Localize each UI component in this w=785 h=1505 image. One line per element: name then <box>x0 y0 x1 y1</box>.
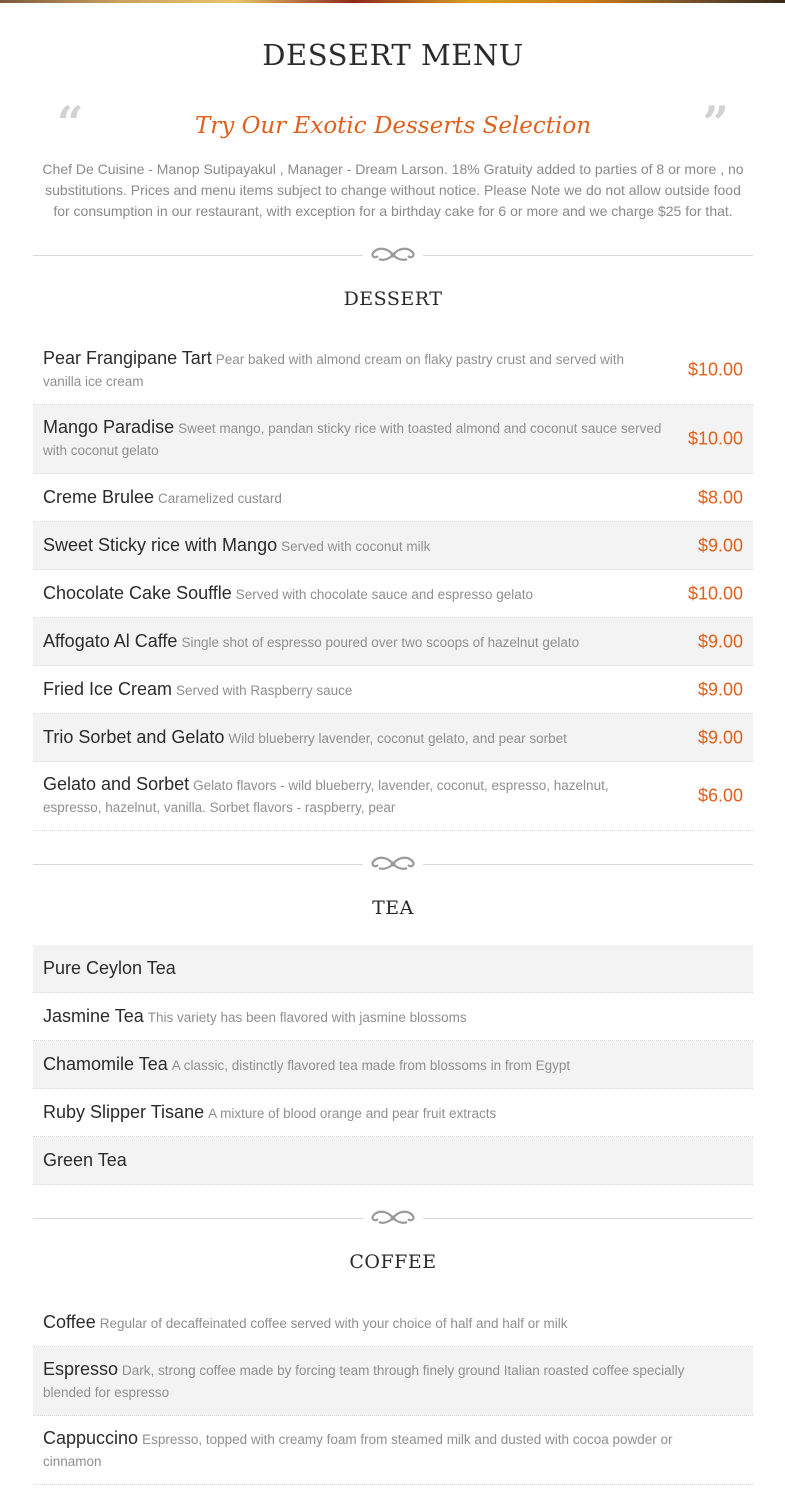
item-description: This variety has been flavored with jasmine blossoms <box>147 1009 467 1025</box>
ornament-icon <box>363 1208 423 1228</box>
item-description: Regular of decaffeinated coffee served with your choice of half and half or milk <box>99 1315 568 1331</box>
menu-intro-text: Chef De Cuisine - Manop Sutipayakul , Manager - Dream Larson. 18% Gratuity added to parties of 8 or more , no substitutions. Prices and menu items subject to change without notice. Please Note we do not allow outside food for consumption in our restaurant, with exception for a birthday cake for 6 or more and we charge $25 for that. <box>42 161 744 219</box>
list-item[interactable] <box>33 945 753 993</box>
ornament-icon <box>363 854 423 874</box>
list-item[interactable] <box>33 714 753 762</box>
item-name: Creme Brulee <box>43 486 155 507</box>
item-description: Dark, strong coffee made by forcing team through finely ground Italian roasted coffee specially blended for espresso <box>43 1363 685 1400</box>
list-item[interactable] <box>33 1299 753 1347</box>
item-name: Fried Ice Cream <box>43 678 173 699</box>
list-item[interactable] <box>33 522 753 570</box>
item-description: Single shot of espresso poured over two scoops of hazelnut gelato <box>181 634 580 650</box>
list-item[interactable] <box>33 1416 753 1485</box>
dessert-list <box>33 336 753 831</box>
item-price: $6.00 <box>697 785 743 806</box>
item-name: Mango Paradise <box>43 417 175 437</box>
section-title-coffee: COFFEE <box>349 1251 437 1273</box>
list-item[interactable] <box>33 336 753 405</box>
list-item[interactable] <box>33 405 753 474</box>
item-name: Pear Frangipane Tart <box>43 348 212 368</box>
ornament-icon <box>363 245 423 265</box>
item-description: Caramelized custard <box>158 490 282 506</box>
item-name: Chamomile Tea <box>43 1053 168 1074</box>
item-name: Jasmine Tea <box>43 1005 144 1026</box>
section-divider <box>33 245 753 265</box>
coffee-list <box>33 1299 753 1485</box>
list-item[interactable] <box>33 1041 753 1089</box>
page-title: DESSERT MENU <box>262 38 524 72</box>
list-item[interactable] <box>33 666 753 714</box>
item-name: Coffee <box>43 1311 96 1332</box>
tea-list <box>33 945 753 1185</box>
item-description: Pear baked with almond cream on flaky pastry crust and served with vanilla ice cream <box>43 352 624 389</box>
item-name: Trio Sorbet and Gelato <box>43 726 225 747</box>
list-item[interactable] <box>33 993 753 1041</box>
item-description: Wild blueberry lavender, coconut gelato, and pear sorbet <box>228 730 567 746</box>
list-item[interactable] <box>33 474 753 522</box>
item-price: $10.00 <box>687 428 743 449</box>
header-banner-strip <box>0 0 785 3</box>
section-divider <box>33 854 753 874</box>
item-description: Sweet mango, pandan sticky rice with toasted almond and coconut sauce served with coconut gelato <box>43 421 662 458</box>
item-price: $9.00 <box>697 727 743 747</box>
item-price: $9.00 <box>697 679 743 699</box>
item-name: Pure Ceylon Tea <box>43 957 176 978</box>
close-quote-icon: ” <box>702 96 729 150</box>
item-price: $10.00 <box>687 583 743 603</box>
item-description: Served with chocolate sauce and espresso gelato <box>235 586 533 602</box>
item-name: Gelato and Sorbet <box>43 774 190 794</box>
section-title-dessert: DESSERT <box>343 288 443 310</box>
item-description: A classic, distinctly flavored tea made from blossoms in from Egypt <box>171 1057 571 1073</box>
list-item[interactable] <box>33 1137 753 1185</box>
item-name: Chocolate Cake Souffle <box>43 582 232 603</box>
item-name: Cappuccino <box>43 1428 139 1448</box>
open-quote-icon: “ <box>57 96 84 150</box>
item-price: $8.00 <box>697 487 743 507</box>
item-price: $9.00 <box>697 535 743 555</box>
item-description: Served with Raspberry sauce <box>176 682 353 698</box>
section-title-tea: TEA <box>372 897 414 919</box>
section-divider <box>33 1208 753 1228</box>
item-name: Espresso <box>43 1359 119 1379</box>
item-name: Green Tea <box>43 1149 127 1170</box>
item-description: Served with coconut milk <box>281 538 431 554</box>
list-item[interactable] <box>33 1089 753 1137</box>
item-name: Affogato Al Caffe <box>43 630 178 651</box>
item-name: Sweet Sticky rice with Mango <box>43 534 278 555</box>
list-item[interactable] <box>33 1347 753 1416</box>
list-item[interactable] <box>33 762 753 831</box>
item-description: Gelato flavors - wild blueberry, lavender, coconut, espresso, hazelnut, espresso, hazelnut, vanilla. Sorbet flavors - raspberry, pear <box>43 778 609 815</box>
item-description: A mixture of blood orange and pear fruit extracts <box>208 1105 497 1121</box>
item-price: $9.00 <box>697 631 743 651</box>
menu-subtitle: Try Our Exotic Desserts Selection <box>194 113 592 139</box>
list-item[interactable] <box>33 570 753 618</box>
item-description: Espresso, topped with creamy foam from steamed milk and dusted with cocoa powder or cinnamon <box>43 1432 673 1469</box>
list-item[interactable] <box>33 618 753 666</box>
item-name: Ruby Slipper Tisane <box>43 1101 205 1122</box>
item-price: $10.00 <box>687 359 743 380</box>
